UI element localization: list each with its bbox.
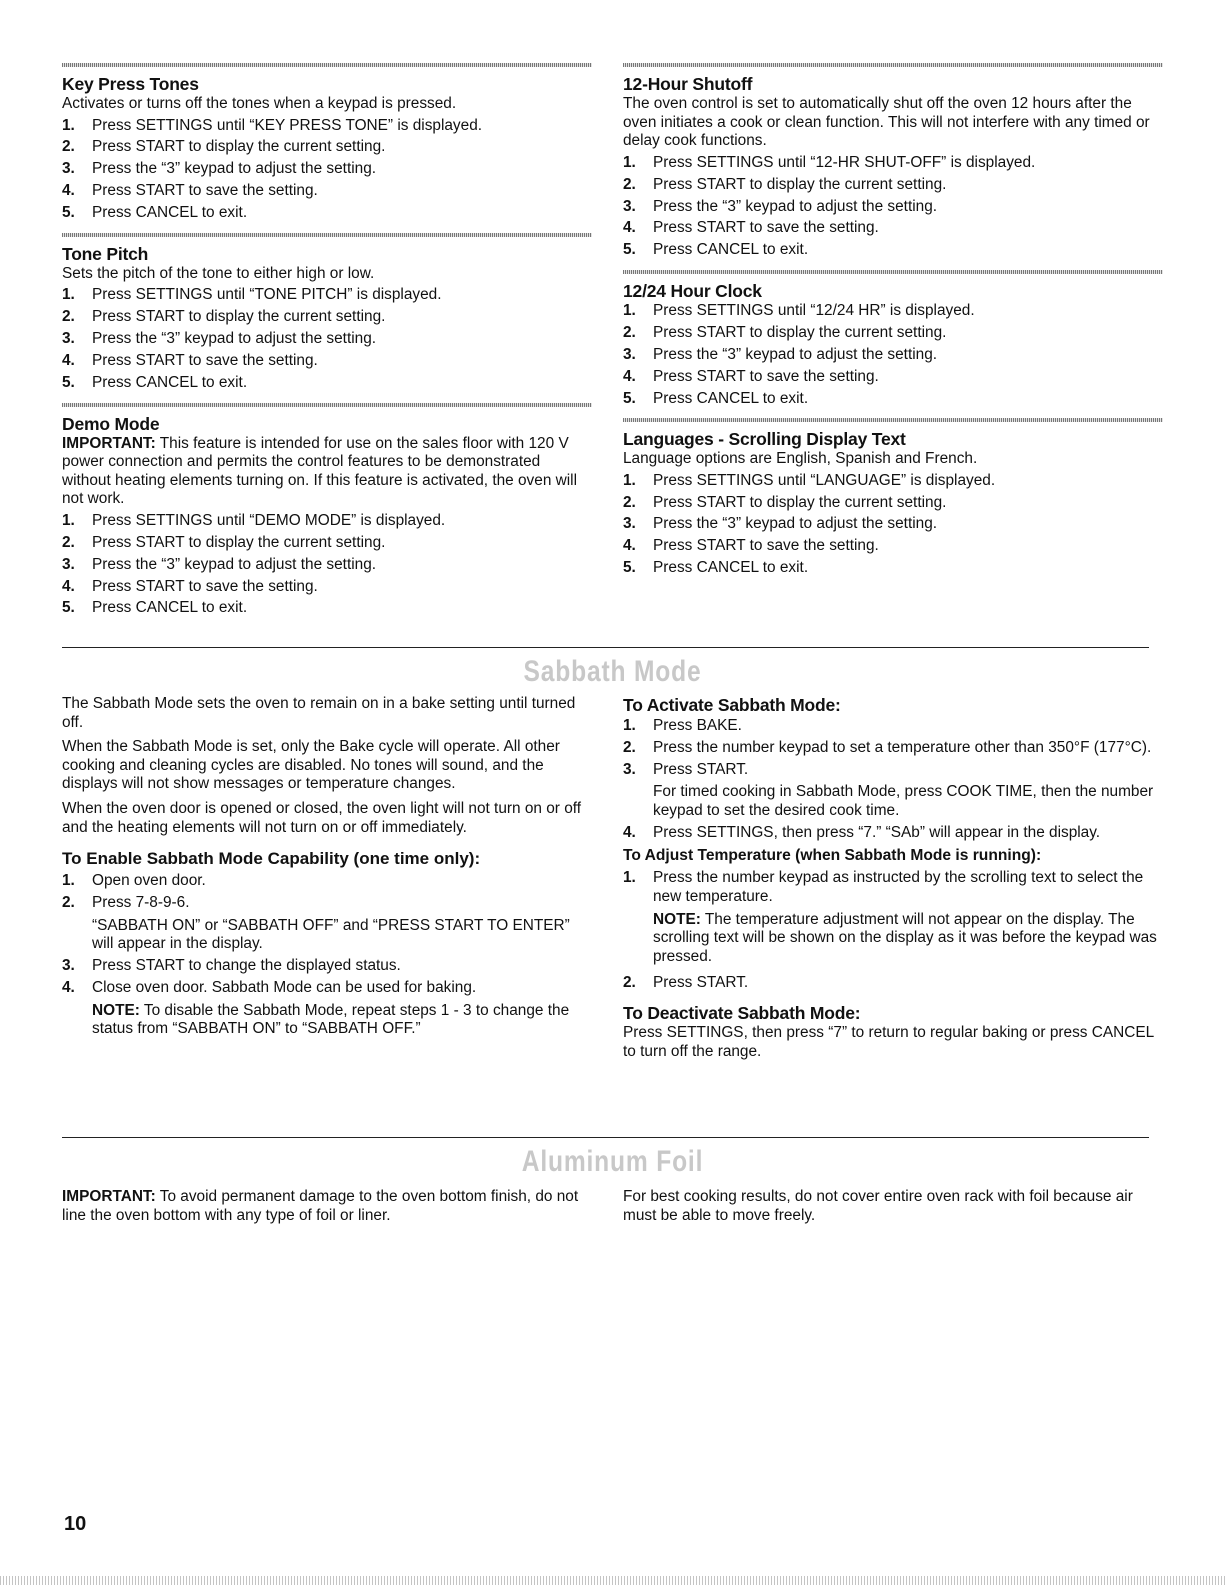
list-item: 5. Press CANCEL to exit. bbox=[623, 559, 809, 577]
section-heading: 12/24 Hour Clock bbox=[623, 280, 762, 301]
list-item: 2. Press 7-8-9-6. “SABBATH ON” or “SABBATH OFF” and “PRESS START TO ENTER” will appear in the display. bbox=[62, 894, 592, 954]
list-item: 3. Press the “3” keypad to adjust the setting. bbox=[62, 160, 377, 178]
key-press-tones-section bbox=[62, 63, 592, 223]
deactivate-text: Press SETTINGS, then press “7” to return to regular baking or press CANCEL to turn off the range. bbox=[623, 1024, 1154, 1060]
section-divider bbox=[623, 63, 1163, 67]
list-item: 5. Press CANCEL to exit. bbox=[62, 599, 248, 617]
section-heading: Tone Pitch bbox=[62, 243, 149, 264]
section-divider bbox=[623, 270, 1163, 274]
sabbath-section-title: Sabbath Mode bbox=[523, 655, 702, 688]
section-heading: Languages - Scrolling Display Text bbox=[623, 429, 906, 450]
horizontal-rule bbox=[62, 647, 1149, 648]
list-item: 4. Press START to save the setting. bbox=[623, 537, 879, 555]
list-item: 4. Press START to save the setting. bbox=[62, 577, 318, 595]
list-item: 5. Press CANCEL to exit. bbox=[623, 241, 809, 259]
section-heading: Demo Mode bbox=[62, 413, 160, 434]
list-item: 2. Press the number keypad to set a temperature other than 350°F (177°C). bbox=[623, 738, 1152, 756]
steps-list bbox=[623, 302, 1163, 408]
section-intro: Activates or turns off the tones when a keypad is pressed. bbox=[62, 95, 457, 112]
note-label: NOTE: bbox=[653, 910, 701, 928]
foil-right-column bbox=[623, 1188, 1163, 1228]
enable-heading: To Enable Sabbath Mode Capability (one time only): bbox=[62, 849, 481, 869]
step-note: For timed cooking in Sabbath Mode, press COOK TIME, then the number keypad to set the desired cook time. bbox=[653, 783, 1154, 819]
demo-mode-section bbox=[62, 403, 592, 619]
sabbath-paragraph: When the Sabbath Mode is set, only the Bake cycle will operate. All other cooking and cleaning cycles are disabled. No tones will sound, and the displays will not show messages or temperature changes. bbox=[62, 738, 560, 793]
list-item: 3. Press START to change the displayed status. bbox=[62, 957, 401, 975]
page-edge-decoration bbox=[0, 1576, 1225, 1585]
list-item: 1. Press BAKE. bbox=[623, 717, 742, 734]
list-item: 4. Press SETTINGS, then press “7.” “SAb” will appear in the display. bbox=[623, 823, 1101, 841]
activate-steps-list bbox=[623, 717, 1163, 842]
list-item: 4. Press START to save the setting. bbox=[62, 352, 318, 370]
steps-list bbox=[62, 512, 592, 618]
section-divider bbox=[62, 403, 592, 407]
list-item: 1. Press the number keypad as instructed by the scrolling text to select the new temperature. NOTE: The temperature adjustment will not appear on the display. The scrolling text will be shown on the display as it was before the keypad was pressed. bbox=[623, 869, 1163, 966]
adjust-steps-list bbox=[623, 869, 1163, 993]
list-item: 4. Close oven door. Sabbath Mode can be used for baking. NOTE: To disable the Sabbath Mode, repeat steps 1 - 3 to change the status from “SABBATH ON” to “SABBATH OFF.” bbox=[62, 979, 592, 1039]
steps-list bbox=[62, 286, 592, 392]
sabbath-left-column bbox=[62, 695, 592, 1042]
list-item: 5. Press CANCEL to exit. bbox=[62, 373, 248, 391]
list-item: 1. Press SETTINGS until “DEMO MODE” is displayed. bbox=[62, 511, 446, 529]
adjust-heading: To Adjust Temperature (when Sabbath Mode is running): bbox=[623, 847, 1042, 865]
steps-list bbox=[623, 472, 1163, 578]
foil-text: For best cooking results, do not cover entire oven rack with foil because air must be able to move freely. bbox=[623, 1188, 1133, 1224]
list-item: 2. Press START to display the current setting. bbox=[623, 175, 947, 193]
sabbath-paragraph: When the oven door is opened or closed, the oven light will not turn on or off and the heating elements will not turn on or off immediately. bbox=[62, 799, 582, 836]
list-item: 1. Open oven door. bbox=[62, 872, 206, 890]
list-item: 3. Press the “3” keypad to adjust the setting. bbox=[623, 515, 938, 533]
list-item: 1. Press SETTINGS until “12/24 HR” is displayed. bbox=[623, 301, 975, 319]
list-item: 5. Press CANCEL to exit. bbox=[623, 389, 809, 407]
step-note: NOTE: To disable the Sabbath Mode, repeat steps 1 - 3 to change the status from “SABBATH ON” to “SABBATH OFF.” bbox=[92, 1001, 570, 1038]
list-item: 1. Press SETTINGS until “TONE PITCH” is displayed. bbox=[62, 286, 442, 304]
list-item: 1. Press SETTINGS until “KEY PRESS TONE” is displayed. bbox=[62, 116, 483, 134]
important-paragraph: IMPORTANT: This feature is intended for use on the sales floor with 120 V power connection and permits the control features to be demonstrated without heating elements turning on. If this feature is activated, the oven will not work. bbox=[62, 434, 578, 508]
step-note: NOTE: The temperature adjustment will not appear on the display. The scrolling text will be shown on the display as it was before the keypad was pressed. bbox=[653, 910, 1157, 965]
list-item: 3. Press the “3” keypad to adjust the setting. bbox=[623, 197, 938, 215]
clock-section bbox=[623, 270, 1163, 408]
list-item: 2. Press START to display the current setting. bbox=[62, 533, 386, 551]
languages-section bbox=[623, 418, 1163, 578]
list-item: 1. Press SETTINGS until “LANGUAGE” is displayed. bbox=[623, 471, 996, 489]
steps-list bbox=[62, 117, 592, 223]
list-item: 3. Press the “3” keypad to adjust the setting. bbox=[62, 330, 377, 348]
horizontal-rule bbox=[62, 1137, 1149, 1138]
section-intro: The oven control is set to automatically shut off the oven 12 hours after the oven initiates a cook or clean function. This will not interfere with any timed or delay cook functions. bbox=[623, 95, 1150, 150]
note-label: NOTE: bbox=[92, 1001, 140, 1019]
section-divider bbox=[623, 418, 1163, 422]
sabbath-right-column bbox=[623, 695, 1163, 1064]
activate-heading: To Activate Sabbath Mode: bbox=[623, 695, 841, 715]
right-top-column bbox=[623, 63, 1163, 588]
list-item: 1. Press SETTINGS until “12-HR SHUT-OFF” is displayed. bbox=[623, 153, 1036, 171]
left-top-column bbox=[62, 63, 592, 628]
list-item: 5. Press CANCEL to exit. bbox=[62, 204, 248, 222]
foil-important: IMPORTANT: To avoid permanent damage to the oven bottom finish, do not line the oven bottom with any type of foil or liner. bbox=[62, 1188, 579, 1224]
step-note: “SABBATH ON” or “SABBATH OFF” and “PRESS START TO ENTER” will appear in the display. bbox=[92, 916, 570, 953]
important-label: IMPORTANT: bbox=[62, 1188, 156, 1205]
section-heading: Key Press Tones bbox=[62, 74, 199, 94]
important-label: IMPORTANT: bbox=[62, 434, 156, 452]
list-item: 2. Press START to display the current setting. bbox=[623, 323, 947, 341]
list-item: 2. Press START to display the current setting. bbox=[62, 138, 386, 156]
foil-section-title: Aluminum Foil bbox=[521, 1145, 704, 1178]
shutoff-section bbox=[623, 63, 1163, 260]
section-heading: 12-Hour Shutoff bbox=[623, 74, 753, 94]
tone-pitch-section bbox=[62, 233, 592, 393]
sabbath-paragraph: The Sabbath Mode sets the oven to remain on in a bake setting until turned off. bbox=[62, 695, 576, 731]
list-item: 4. Press START to save the setting. bbox=[62, 182, 318, 200]
section-divider bbox=[62, 233, 592, 237]
list-item: 2. Press START. bbox=[623, 974, 749, 992]
foil-left-column bbox=[62, 1188, 592, 1228]
list-item: 3. Press START. For timed cooking in Sabbath Mode, press COOK TIME, then the number keypad to set the desired cook time. bbox=[623, 761, 1163, 821]
steps-list bbox=[623, 154, 1163, 260]
list-item: 4. Press START to save the setting. bbox=[623, 219, 879, 237]
page-number: 10 bbox=[64, 1513, 87, 1535]
list-item: 2. Press START to display the current setting. bbox=[623, 493, 947, 511]
list-item: 4. Press START to save the setting. bbox=[623, 367, 879, 385]
enable-steps-list bbox=[62, 872, 592, 1039]
section-intro: Sets the pitch of the tone to either high or low. bbox=[62, 264, 375, 282]
list-item: 3. Press the “3” keypad to adjust the setting. bbox=[62, 555, 377, 573]
section-divider bbox=[62, 63, 592, 67]
section-intro: Language options are English, Spanish and French. bbox=[623, 450, 978, 468]
list-item: 2. Press START to display the current setting. bbox=[62, 308, 386, 326]
deactivate-heading: To Deactivate Sabbath Mode: bbox=[623, 1003, 861, 1024]
list-item: 3. Press the “3” keypad to adjust the setting. bbox=[623, 345, 938, 363]
